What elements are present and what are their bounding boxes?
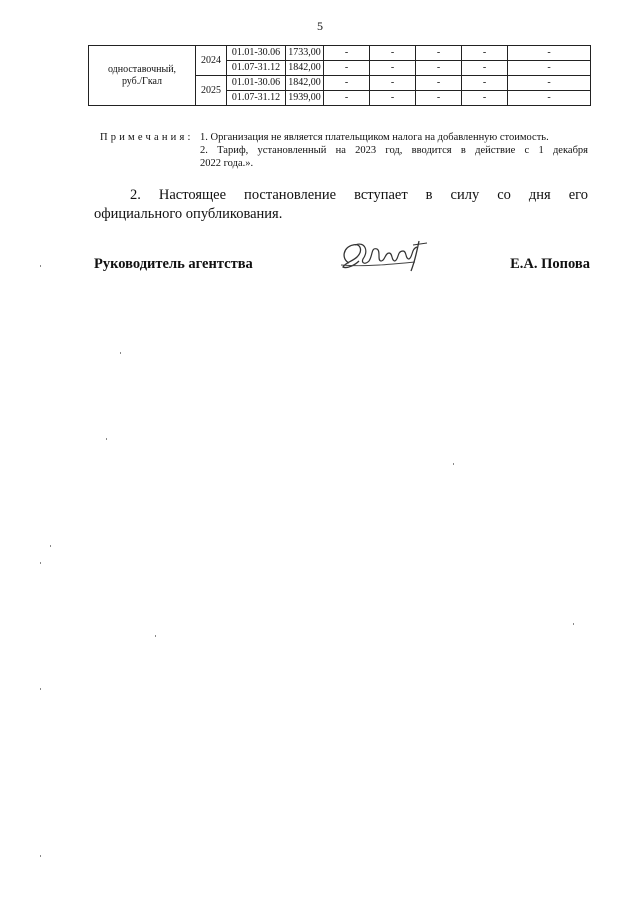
paragraph-line1: 2. Настоящее постановление вступает в силу со дня его <box>130 187 588 203</box>
empty-cell: - <box>508 61 591 76</box>
scan-speck <box>155 635 156 637</box>
table-row <box>89 46 591 61</box>
empty-cell: - <box>462 76 508 91</box>
notes-heading: Примечания: <box>100 132 194 143</box>
scan-speck <box>453 463 454 465</box>
empty-cell: - <box>370 91 416 106</box>
period-cell: 01.07-31.12 <box>227 61 286 76</box>
value-cell: 1842,00 <box>286 76 324 91</box>
notes-items <box>200 131 588 170</box>
empty-cell: - <box>416 91 462 106</box>
scan-speck <box>573 623 574 625</box>
year-cell: 2024 <box>196 46 227 76</box>
signatory-name: Е.А. Попова <box>510 256 590 272</box>
effective-date-paragraph <box>94 186 588 224</box>
tariff-table <box>88 45 591 106</box>
scan-speck <box>106 438 107 440</box>
signatory-role: Руководитель агентства <box>94 256 253 272</box>
scan-speck <box>40 265 41 267</box>
empty-cell: - <box>416 46 462 61</box>
handwritten-signature <box>335 237 435 277</box>
empty-cell: - <box>324 46 370 61</box>
scan-speck <box>40 688 41 690</box>
empty-cell: - <box>370 61 416 76</box>
empty-cell: - <box>324 76 370 91</box>
scan-speck <box>50 545 51 547</box>
empty-cell: - <box>508 46 591 61</box>
note-item-1: 1. Организация не является плательщиком налога на добавленную стоимость. <box>200 132 549 143</box>
empty-cell: - <box>416 61 462 76</box>
value-cell: 1939,00 <box>286 91 324 106</box>
empty-cell: - <box>416 76 462 91</box>
page-number: 5 <box>317 19 323 33</box>
empty-cell: - <box>462 91 508 106</box>
value-cell: 1842,00 <box>286 61 324 76</box>
empty-cell: - <box>324 91 370 106</box>
scan-speck <box>40 855 41 857</box>
tariff-label-line2: руб./Гкал <box>121 75 163 87</box>
empty-cell: - <box>370 76 416 91</box>
period-cell: 01.01-30.06 <box>227 46 286 61</box>
empty-cell: - <box>370 46 416 61</box>
empty-cell: - <box>324 61 370 76</box>
year-cell: 2025 <box>196 76 227 106</box>
period-cell: 01.01-30.06 <box>227 76 286 91</box>
scan-speck <box>120 352 121 354</box>
value-cell: 1733,00 <box>286 46 324 61</box>
empty-cell: - <box>508 91 591 106</box>
period-cell: 01.07-31.12 <box>227 91 286 106</box>
scan-speck <box>40 562 41 564</box>
empty-cell: - <box>462 46 508 61</box>
tariff-label-line1: одноставочный, <box>107 63 177 75</box>
note-item-2-line2: 2022 года.». <box>200 158 254 169</box>
empty-cell: - <box>462 61 508 76</box>
paragraph-line2: официального опубликования. <box>94 206 283 222</box>
empty-cell: - <box>508 76 591 91</box>
note-item-2-line1: 2. Тариф, установленный на 2023 год, вводится в действие с 1 декабря <box>200 145 588 156</box>
tariff-label-cell <box>89 46 196 106</box>
